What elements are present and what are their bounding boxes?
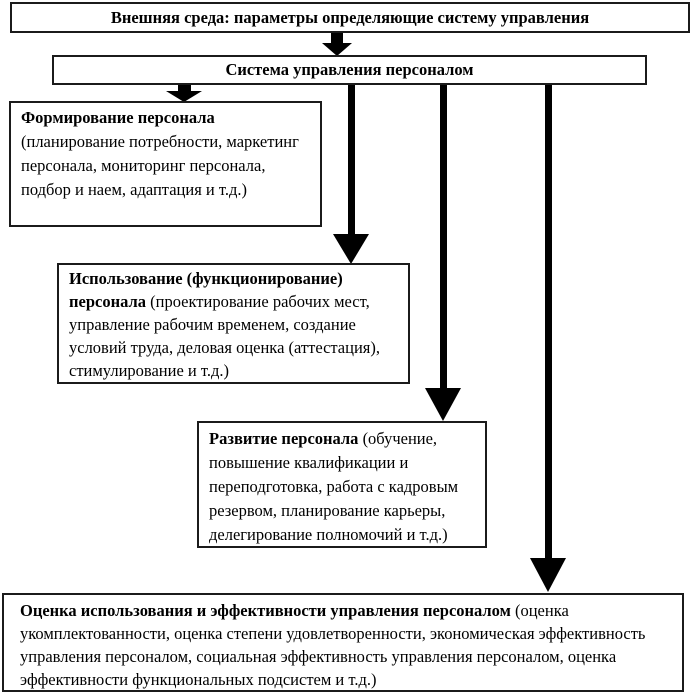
system-label: Система управления персоналом: [225, 60, 474, 79]
usage-body: (проектирование рабочих мест, управление рабочим временем, создание условий труда, деловая оценка (аттестация), стимулирование и т.д.): [69, 292, 380, 380]
evaluation-title: Оценка использования и эффективности управления персоналом: [20, 601, 511, 620]
evaluation-body: (оценка укомплектованности, оценка степени удовлетворенности, экономическая эффективность управления персоналом, социальная эффективность управления персоналом, оценка эффективности функциональных подсистем и т.д.): [20, 601, 646, 689]
arrow-system-to-evaluation-icon: [530, 84, 566, 592]
external-environment-box: [10, 2, 690, 33]
arrow-system-to-development-icon: [425, 84, 461, 421]
usage-title: Использование (функционирование) персонала: [69, 269, 343, 311]
formation-box: [9, 101, 322, 227]
development-body: (обучение, повышение квалификации и переподготовка, работа с кадровым резервом, планирование карьеры, делегирование полномочий и т.д.): [209, 429, 459, 544]
evaluation-box: [2, 593, 684, 692]
arrow-external-to-system-icon: [322, 33, 352, 56]
system-box: [52, 55, 647, 85]
formation-body: (планирование потребности, маркетинг персонала, мониторинг персонала, подбор и наем, адаптация и т.д.): [21, 132, 299, 199]
usage-box: [57, 263, 410, 384]
arrow-system-to-formation-icon: [166, 84, 202, 102]
development-title: Развитие персонала: [209, 429, 359, 448]
development-box: [197, 421, 487, 548]
arrow-system-to-usage-icon: [333, 84, 369, 264]
external-environment-label: Внешняя среда: параметры определяющие систему управления: [110, 7, 590, 27]
formation-title: Формирование персонала: [21, 108, 215, 127]
